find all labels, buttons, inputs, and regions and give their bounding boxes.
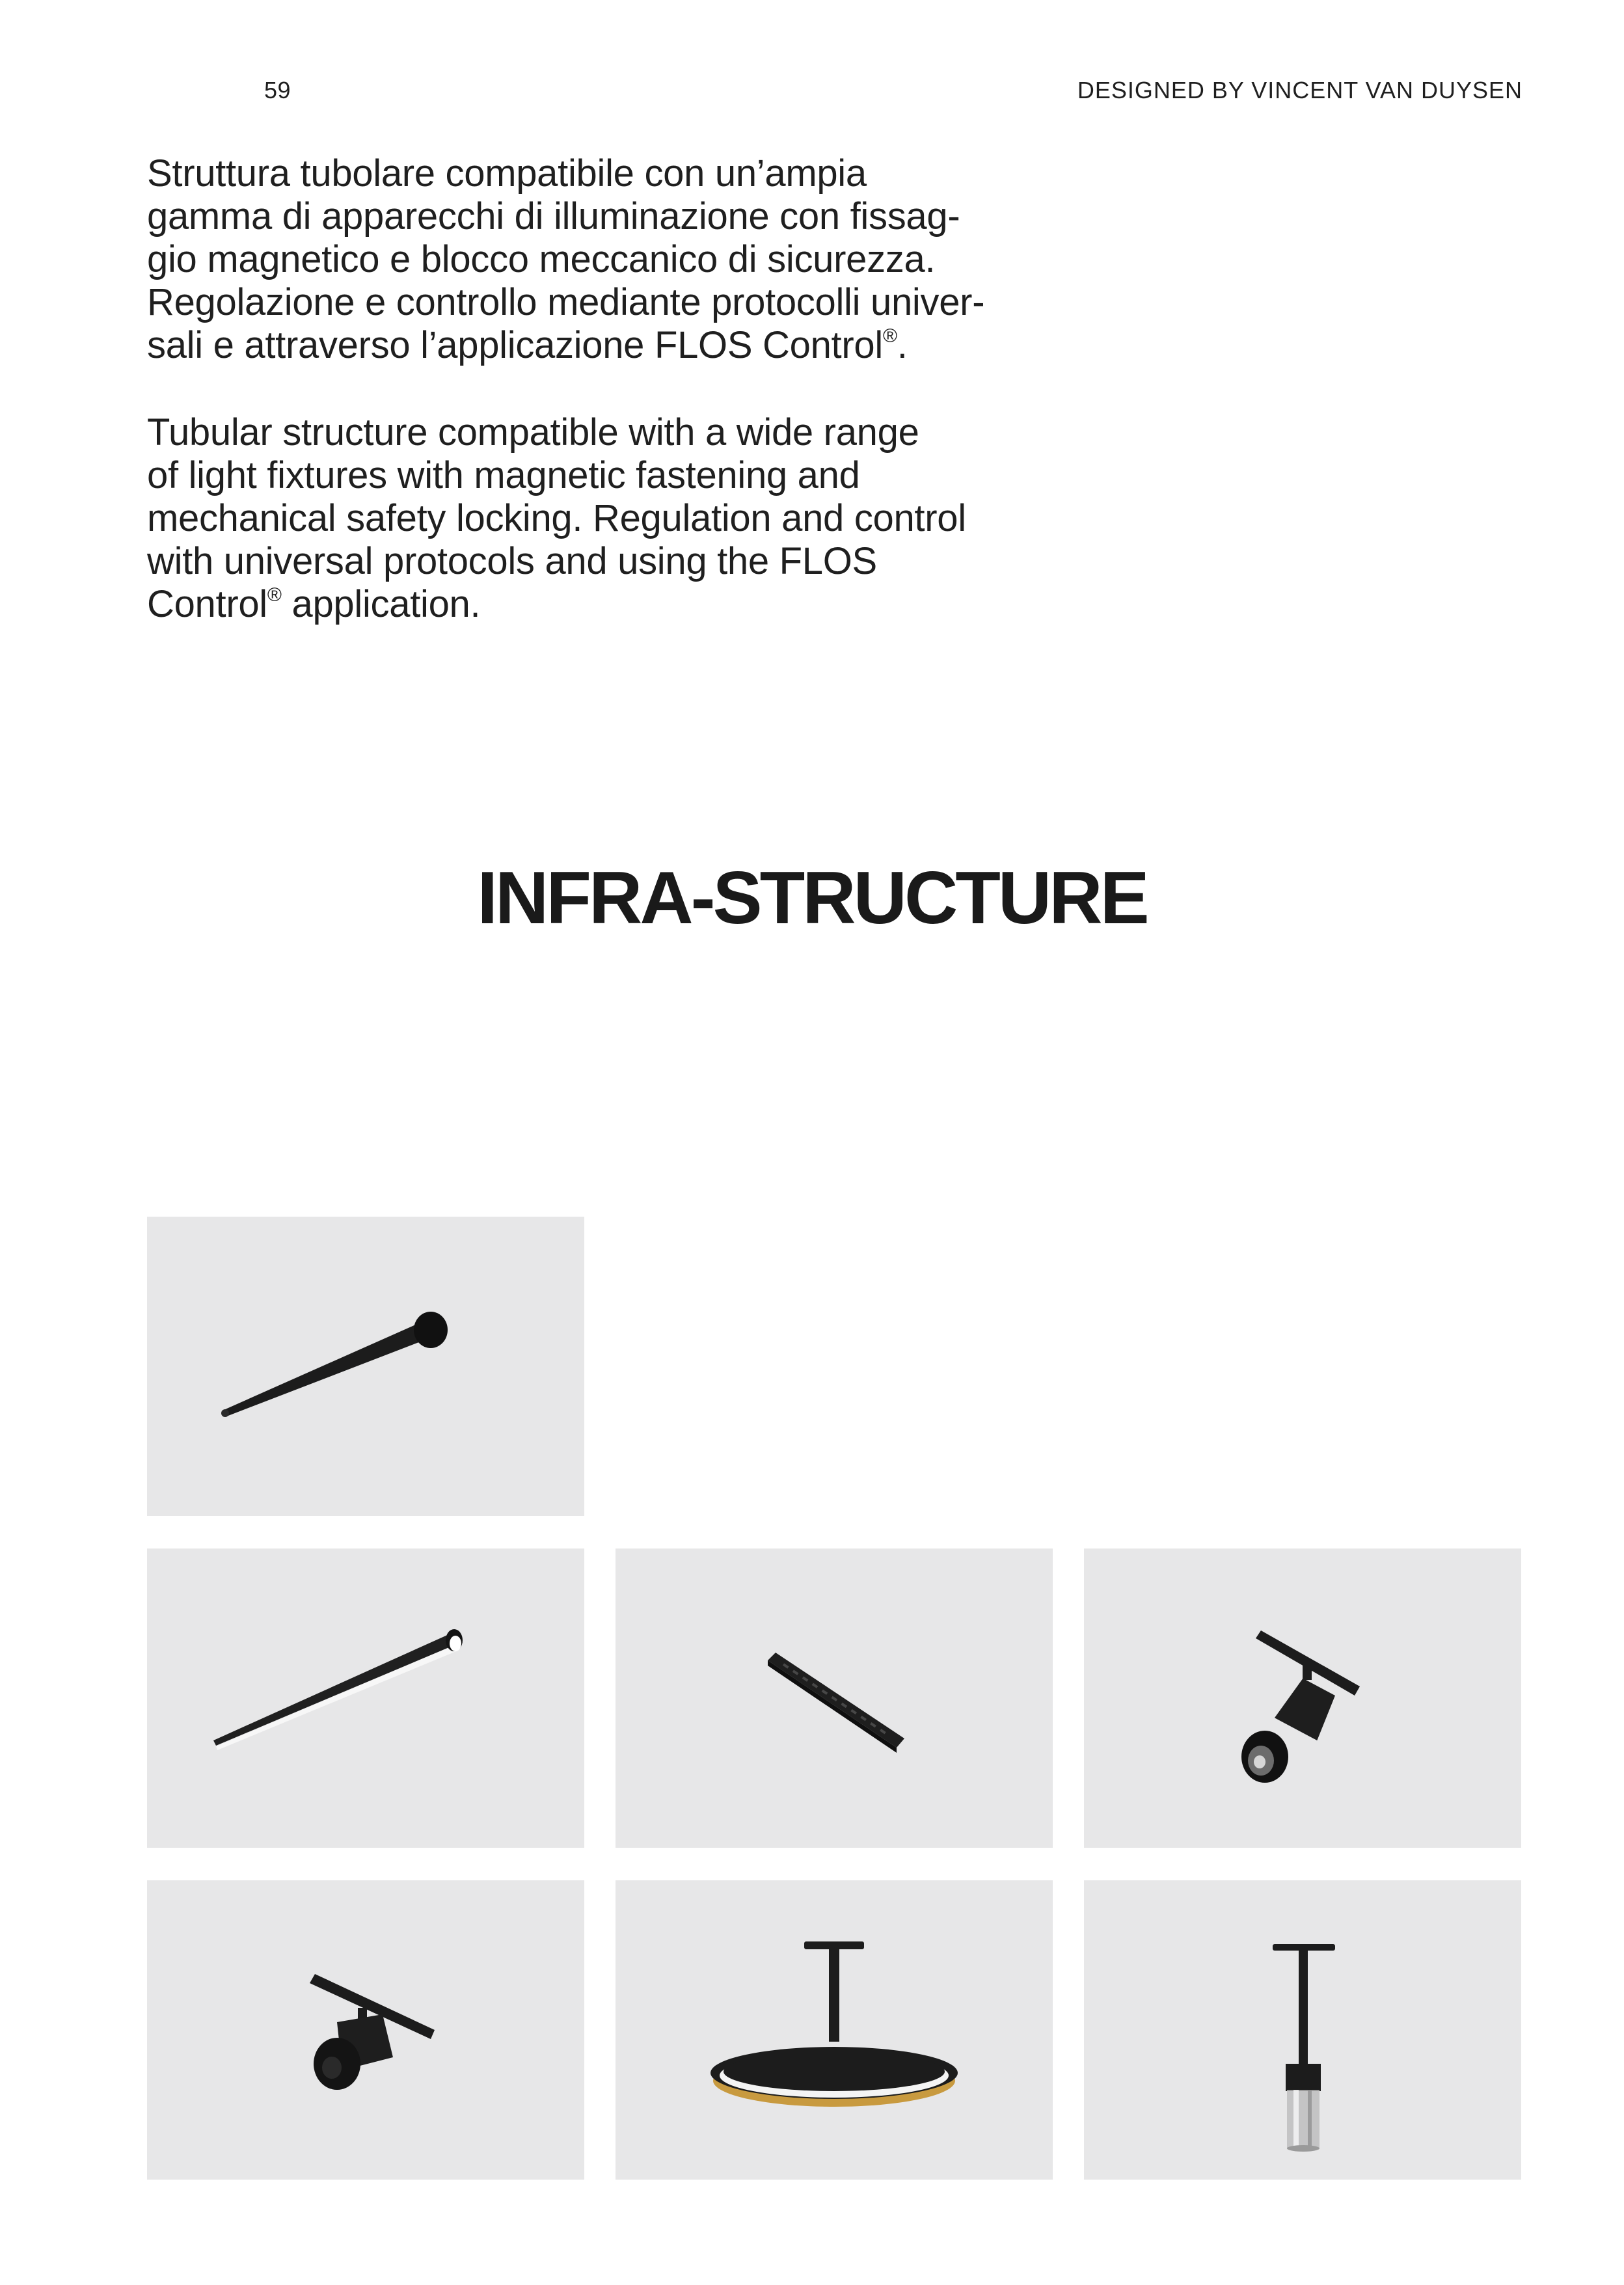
text-fragment: . bbox=[897, 324, 908, 366]
text-line: Tubular structure compatible with a wide range bbox=[147, 411, 919, 453]
text-line: mechanical safety locking. Regulation and control bbox=[147, 497, 966, 539]
text-line: gamma di apparecchi di illuminazione con fissag- bbox=[147, 195, 960, 237]
page-number: 59 bbox=[264, 77, 291, 103]
text-line: of light fixtures with magnetic fastening and bbox=[147, 454, 860, 496]
track-spotlight-icon bbox=[1084, 1548, 1521, 1848]
text-line: with universal protocols and using the FLOS bbox=[147, 540, 877, 582]
registered-mark: ® bbox=[267, 584, 282, 606]
product-tile-magnetic-module bbox=[616, 1548, 1053, 1848]
tube-profile-icon bbox=[147, 1217, 584, 1516]
text-line bbox=[147, 583, 1071, 626]
glass-pendant-icon bbox=[1084, 1880, 1521, 2180]
product-tile-glass-pendant bbox=[1084, 1880, 1521, 2180]
disc-pendant-icon bbox=[616, 1880, 1053, 2180]
english-description bbox=[147, 411, 1071, 626]
track-module-icon bbox=[616, 1548, 1053, 1848]
text-line bbox=[147, 324, 1071, 367]
product-tile-compact-spotlight bbox=[147, 1880, 584, 2180]
product-tile-linear-led-profile bbox=[147, 1548, 584, 1848]
text-fragment: sali e attraverso l’applicazione FLOS Control bbox=[147, 324, 883, 366]
product-tile-disc-pendant bbox=[616, 1880, 1053, 2180]
product-tile-tubular-profile bbox=[147, 1217, 584, 1516]
registered-mark: ® bbox=[882, 325, 897, 347]
text-line: gio magnetico e blocco meccanico di sicurezza. bbox=[147, 238, 936, 280]
compact-spotlight-icon bbox=[147, 1880, 584, 2180]
designer-credit: DESIGNED BY VINCENT VAN DUYSEN bbox=[1077, 77, 1522, 103]
text-fragment: Control bbox=[147, 583, 267, 625]
text-line: Regolazione e controllo mediante protocolli univer- bbox=[147, 281, 985, 323]
product-tile-track-spotlight bbox=[1084, 1548, 1521, 1848]
linear-led-icon bbox=[147, 1548, 584, 1848]
text-line: Struttura tubolare compatibile con un’ampia bbox=[147, 152, 867, 195]
text-fragment: application. bbox=[281, 583, 481, 625]
section-title: INFRA-STRUCTURE bbox=[477, 857, 1147, 940]
italian-description bbox=[147, 152, 1071, 367]
